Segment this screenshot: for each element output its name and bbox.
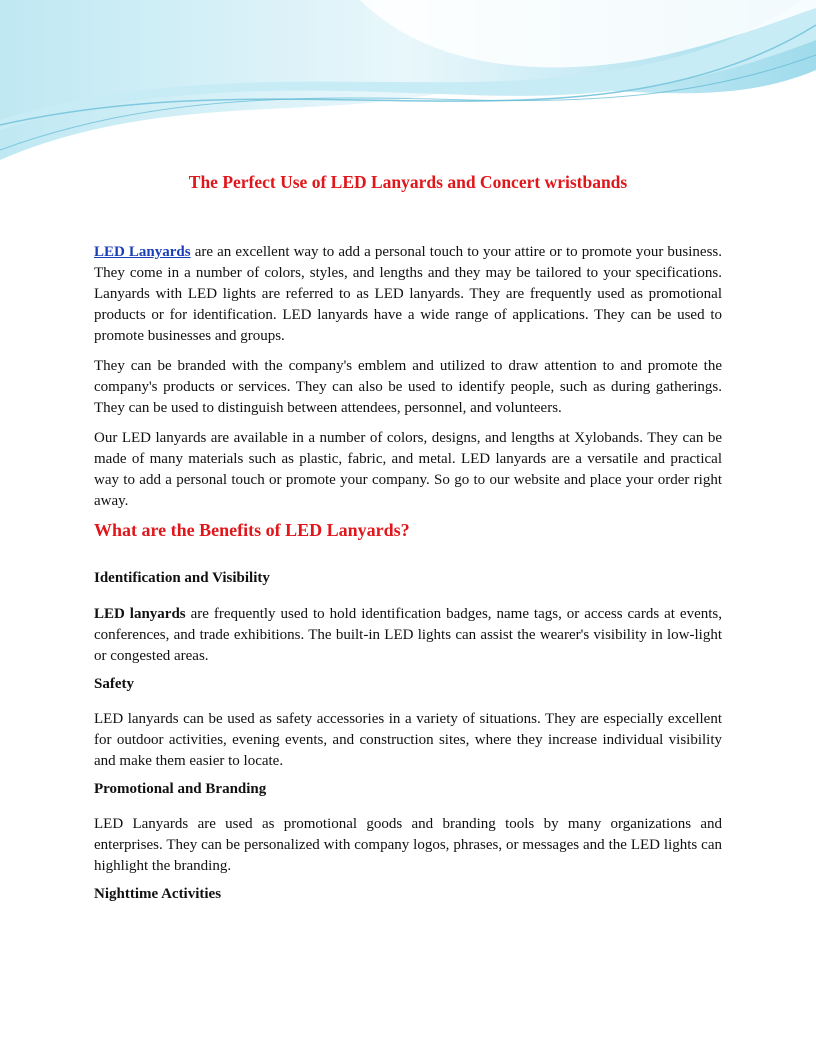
paragraph-identification bbox=[94, 604, 722, 667]
header-wave-decoration bbox=[0, 0, 816, 170]
heading-identification: Identification and Visibility bbox=[94, 570, 270, 586]
paragraph-xylobands: Our LED lanyards are available in a number of colors, designs, and lengths at Xylobands. They can be made of many materials such as plastic, fabric, and metal. LED lanyards are a versatile and practical way to add a personal touch or promote your company. So go to our website and place your order right away. bbox=[94, 430, 722, 509]
identification-text: are frequently used to hold identification badges, name tags, or access cards at events, conferences, and trade exhibitions. The built-in LED lights can assist the wearer's visibility in low-light or congested areas. bbox=[94, 606, 722, 664]
paragraph-branding: They can be branded with the company's emblem and utilized to draw attention to and promote the company's products or services. They can also be used to identify people, such as during gatherings. They can be used to distinguish between attendees, personnel, and volunteers. bbox=[94, 358, 722, 416]
identification-bold-lead: LED lanyards bbox=[94, 606, 186, 622]
heading-safety: Safety bbox=[94, 676, 134, 692]
paragraph-safety: LED lanyards can be used as safety accessories in a variety of situations. They are especially excellent for outdoor activities, evening events, and construction sites, where they increase individual visibility and make them easier to locate. bbox=[94, 711, 722, 769]
led-lanyards-link[interactable]: LED Lanyards bbox=[94, 244, 191, 260]
benefits-heading: What are the Benefits of LED Lanyards? bbox=[94, 520, 410, 540]
heading-promotional: Promotional and Branding bbox=[94, 781, 267, 797]
paragraph-promotional: LED Lanyards are used as promotional goods and branding tools by many organizations and enterprises. They can be personalized with company logos, phrases, or messages and the LED lights can highlight the branding. bbox=[94, 816, 722, 874]
intro-text: are an excellent way to add a personal touch to your attire or to promote your business. They come in a number of colors, styles, and lengths and they may be tailored to your specifications. Lanyards with LED lights are referred to as LED lanyards. They are frequently used as promotional products or for identification. LED lanyards have a wide range of applications. They can be used to promote businesses and groups. bbox=[94, 244, 722, 344]
heading-nighttime: Nighttime Activities bbox=[94, 886, 222, 902]
intro-paragraph bbox=[94, 242, 722, 347]
page-title: The Perfect Use of LED Lanyards and Concert wristbands bbox=[188, 172, 628, 192]
